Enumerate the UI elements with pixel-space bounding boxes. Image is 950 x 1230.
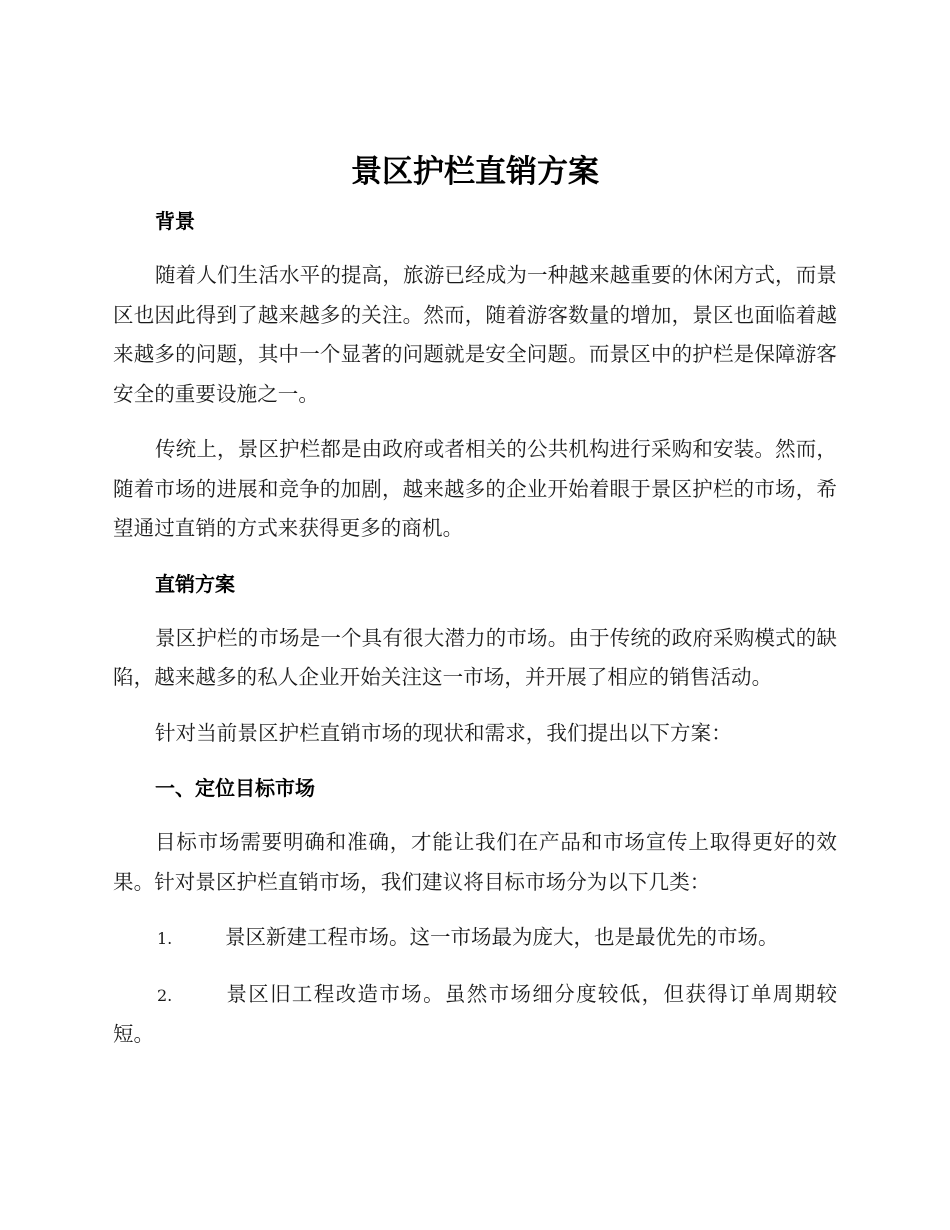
list-item xyxy=(113,975,837,1055)
list-item-number: 1. xyxy=(157,929,173,948)
list-item-text: 景区新建工程市场。这一市场最为庞大，也是最优先的市场。 xyxy=(225,925,779,949)
paragraph-target-1: 目标市场需要明确和准确，才能让我们在产品和市场宣传上取得更好的效果。针对景区护栏直销市场，我们建议将目标市场分为以下几类： xyxy=(113,830,837,894)
document-title: 景区护栏直销方案 xyxy=(351,154,599,190)
paragraph-background-2: 传统上，景区护栏都是由政府或者相关的公共机构进行采购和安装。然而，随着市场的进展和竞争的加剧，越来越多的企业开始着眼于景区护栏的市场，希望通过直销的方式来获得更多的商机。 xyxy=(113,437,837,540)
paragraph-plan-1: 景区护栏的市场是一个具有很大潜力的市场。由于传统的政府采购模式的缺陷，越来越多的私人企业开始关注这一市场，并开展了相应的销售活动。 xyxy=(113,625,837,689)
section-heading-plan: 直销方案 xyxy=(155,571,235,596)
list-item xyxy=(113,918,837,959)
document-body xyxy=(113,202,837,1055)
section-heading-background: 背景 xyxy=(155,209,195,233)
paragraph-background-1: 随着人们生活水平的提高，旅游已经成为一种越来越重要的休闲方式，而景区也因此得到了越来越多的关注。然而，随着游客数量的增加，景区也面临着越来越多的问题，其中一个显著的问题就是安全问题。而景区中的护栏是保障游客安全的重要设施之一。 xyxy=(113,263,837,406)
list-item-text: 景区旧工程改造市场。虽然市场细分度较低，但获得订单周期较短。 xyxy=(113,981,837,1046)
section-heading-target-market: 一、定位目标市场 xyxy=(155,776,315,800)
paragraph-plan-2: 针对当前景区护栏直销市场的现状和需求，我们提出以下方案： xyxy=(155,720,732,745)
list-item-number: 2. xyxy=(157,985,173,1005)
